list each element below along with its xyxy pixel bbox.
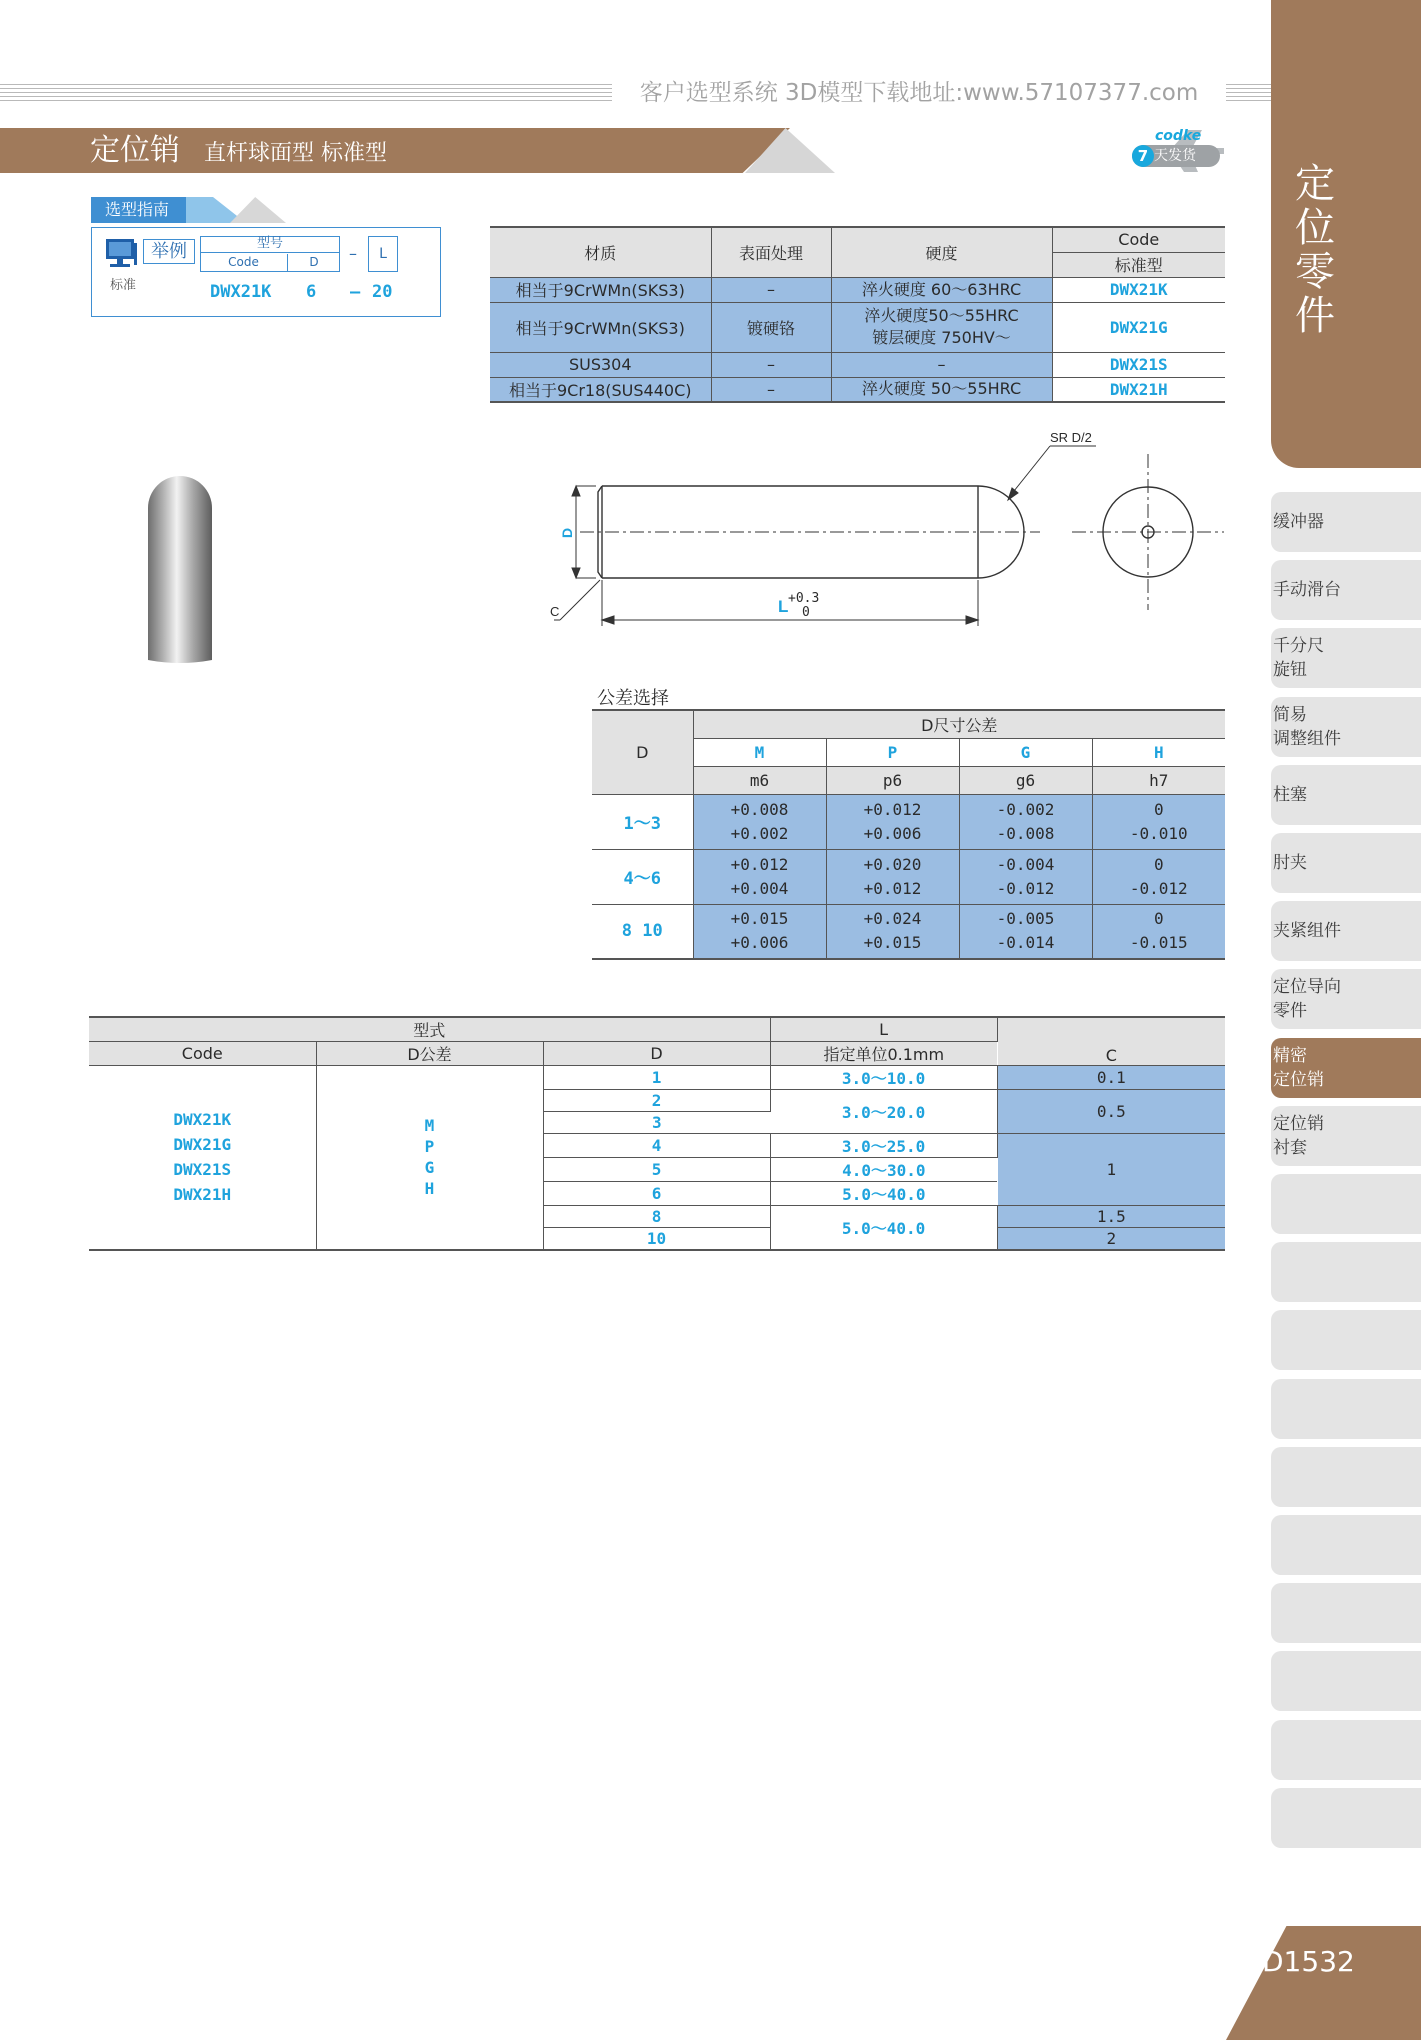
sidebar-item-1[interactable] [1271,560,1421,620]
tolerance-fit-header: m6 [693,766,826,794]
tolerance-class-header: G [959,738,1092,766]
example-l: 20 [372,282,393,302]
sidebar-item-label: 精密 定位销 [1273,1046,1324,1090]
l-range-cell: 5.0～40.0 [770,1182,997,1206]
tolerance-value-cell: -0.002 -0.008 [959,794,1092,849]
sidebar-item-empty[interactable] [1271,1242,1421,1302]
d-value-cell: 3 [543,1112,770,1134]
drawing-d-label: D [559,527,575,538]
l-range-cell: 5.0～40.0 [770,1206,997,1250]
example-code: DWX21K [210,282,272,302]
tolerance-table [592,709,1225,960]
sidebar-item-empty[interactable] [1271,1447,1421,1507]
tolerance-row [592,904,1225,959]
c-value-cell: 0.1 [997,1066,1225,1090]
d-value-cell: 8 [543,1206,770,1228]
d-value-cell: 1 [543,1066,770,1090]
code-header: Code [89,1042,316,1066]
dimension-table [89,1016,1225,1251]
model-dash: – [349,244,357,263]
code-header: Code [1052,227,1225,252]
surface-header: 表面处理 [711,227,831,277]
c-header: C [997,1017,1225,1066]
tolerance-range-cell: 4～6 [592,849,693,904]
computer-icon [105,237,137,275]
sidebar-item-label: 定位导向 零件 [1273,977,1341,1021]
d-value-cell: 5 [543,1158,770,1182]
d-value-cell: 6 [543,1182,770,1206]
sidebar-item-empty[interactable] [1271,1651,1421,1711]
tolerance-class-header: M [693,738,826,766]
material-row [490,377,1225,402]
logo-word: codke [1155,128,1202,144]
sidebar-item-label: 缓冲器 [1273,512,1324,532]
logo-days-number: 7 [1132,145,1154,167]
tolerance-fit-header: g6 [959,766,1092,794]
sidebar-item-3[interactable] [1271,697,1421,757]
l-range-cell: 4.0～30.0 [770,1158,997,1182]
tolerance-row [592,794,1225,849]
sidebar-item-0[interactable] [1271,492,1421,552]
material-table [490,226,1225,403]
d-value-cell: 2 [543,1090,770,1112]
surface-cell: – [711,377,831,402]
tolerance-value-cell: +0.015 +0.006 [693,904,826,959]
code-list-cell: DWX21K DWX21G DWX21S DWX21H [89,1066,316,1250]
sidebar-item-empty[interactable] [1271,1379,1421,1439]
sidebar-item-label: 千分尺 旋钮 [1273,636,1324,680]
tolerance-range-cell: 8 10 [592,904,693,959]
example-d: 6 [306,282,317,302]
material-row [490,277,1225,302]
model-l-label: L [368,236,398,272]
material-cell: 相当于9CrWMn(SKS3) [490,302,711,352]
sidebar-item-7[interactable] [1271,969,1421,1029]
l-range-cell: 3.0～25.0 [770,1134,997,1158]
sidebar-item-label: 手动滑台 [1273,580,1341,600]
sidebar-item-label: 夹紧组件 [1273,921,1341,941]
tolerance-class-header: P [826,738,959,766]
technical-drawing [540,420,1230,630]
hardness-cell: 淬火硬度 60～63HRC [831,277,1052,302]
tolerance-value-cell: +0.024 +0.015 [826,904,959,959]
model-label: 型号 [200,236,340,253]
tolerance-value-cell: 0 -0.010 [1092,794,1225,849]
sidebar-item-empty[interactable] [1271,1515,1421,1575]
d-header: D [543,1042,770,1066]
sidebar-item-empty[interactable] [1271,1788,1421,1848]
tolerance-value-cell: +0.020 +0.012 [826,849,959,904]
c-value-cell: 1 [997,1134,1225,1206]
l-range-cell: 3.0～20.0 [770,1090,997,1134]
d-value-cell: 4 [543,1134,770,1158]
code-cell: DWX21H [1052,377,1225,402]
hardness-cell: 淬火硬度 50～55HRC [831,377,1052,402]
tolerance-row [592,849,1225,904]
page-title: 定位销 [90,133,180,168]
sidebar-category-title: 定位零件 [1295,161,1335,339]
sidebar-item-empty[interactable] [1271,1583,1421,1643]
drawing-l-tol-upper: +0.3 [788,591,820,606]
page-subtitle: 直杆球面型 标准型 [204,141,387,166]
tolerance-fit-header: h7 [1092,766,1225,794]
code-cell: DWX21S [1052,352,1225,377]
tolerance-class-header: H [1092,738,1225,766]
drawing-sr-label: SR D/2 [1050,430,1092,445]
l-range-cell: 3.0～10.0 [770,1066,997,1090]
tolerance-group-header: D尺寸公差 [693,710,1225,738]
surface-cell: 镀硬铬 [711,302,831,352]
hardness-header: 硬度 [831,227,1052,277]
material-cell: 相当于9CrWMn(SKS3) [490,277,711,302]
material-cell: SUS304 [490,352,711,377]
selection-guide-label: 选型指南 [91,197,187,223]
product-photo [140,470,220,670]
standard-header: 标准型 [1052,252,1225,277]
drawing-c-label: C [550,604,560,619]
hardness-cell: – [831,352,1052,377]
example-label: 举例 [143,239,195,264]
drawing-l-tol-lower: 0 [802,605,810,620]
l-unit-header: 指定单位0.1mm [770,1042,997,1066]
code-cell: DWX21K [1052,277,1225,302]
tolerance-d-header: D [592,710,693,794]
code-cell: DWX21G [1052,302,1225,352]
model-d-label: D [309,255,319,269]
tolerance-range-cell: 1～3 [592,794,693,849]
sidebar-item-label: 柱塞 [1273,785,1307,805]
sidebar-item-8[interactable] [1271,1038,1421,1098]
page-number: D1532 [1262,1945,1355,1978]
standard-label: 标准 [110,278,137,293]
tolerance-title: 公差选择 [597,688,669,709]
model-code-label: Code [200,254,288,271]
material-cell: 相当于9Cr18(SUS440C) [490,377,711,402]
sidebar-item-6[interactable] [1271,901,1421,961]
surface-cell: – [711,277,831,302]
site-download-text: 客户选型系统 3D模型下载地址:www.57107377.com [639,80,1199,106]
drawing-l-label: L [778,597,789,616]
tolerance-value-cell: -0.004 -0.012 [959,849,1092,904]
dimension-row [89,1066,1225,1090]
sidebar-item-5[interactable] [1271,833,1421,893]
label-accent-grey [230,197,286,223]
tolerance-value-cell: +0.012 +0.004 [693,849,826,904]
tolerance-fit-header: p6 [826,766,959,794]
sidebar-item-label: 简易 调整组件 [1273,705,1341,749]
sidebar-item-empty[interactable] [1271,1174,1421,1234]
tolerance-list-cell: M P G H [316,1066,543,1250]
tolerance-value-cell: -0.005 -0.014 [959,904,1092,959]
d-value-cell: 10 [543,1228,770,1250]
tolerance-value-cell: 0 -0.012 [1092,849,1225,904]
c-value-cell: 1.5 [997,1206,1225,1228]
header-rule-left [0,84,612,102]
sidebar-item-9[interactable] [1271,1106,1421,1166]
c-value-cell: 2 [997,1228,1225,1250]
sidebar-item-2[interactable] [1271,628,1421,688]
d-tolerance-header: D公差 [316,1042,543,1066]
header-rule-right [1226,84,1271,102]
sidebar-item-label: 定位销 衬套 [1273,1114,1324,1158]
example-dash: – [350,282,361,302]
type-header: 型式 [89,1017,770,1042]
material-row [490,302,1225,352]
material-row [490,352,1225,377]
sidebar-item-label: 肘夹 [1273,853,1307,873]
material-header: 材质 [490,227,711,277]
c-value-cell: 0.5 [997,1090,1225,1134]
sidebar-item-4[interactable] [1271,765,1421,825]
tolerance-value-cell: +0.008 +0.002 [693,794,826,849]
logo-days-text: 天发货 [1154,148,1196,164]
tolerance-value-cell: +0.012 +0.006 [826,794,959,849]
surface-cell: – [711,352,831,377]
sidebar-item-empty[interactable] [1271,1310,1421,1370]
tolerance-value-cell: 0 -0.015 [1092,904,1225,959]
sidebar-item-empty[interactable] [1271,1720,1421,1780]
hardness-cell: 淬火硬度50～55HRC 镀层硬度 750HV～ [831,302,1052,352]
l-header: L [770,1017,997,1042]
